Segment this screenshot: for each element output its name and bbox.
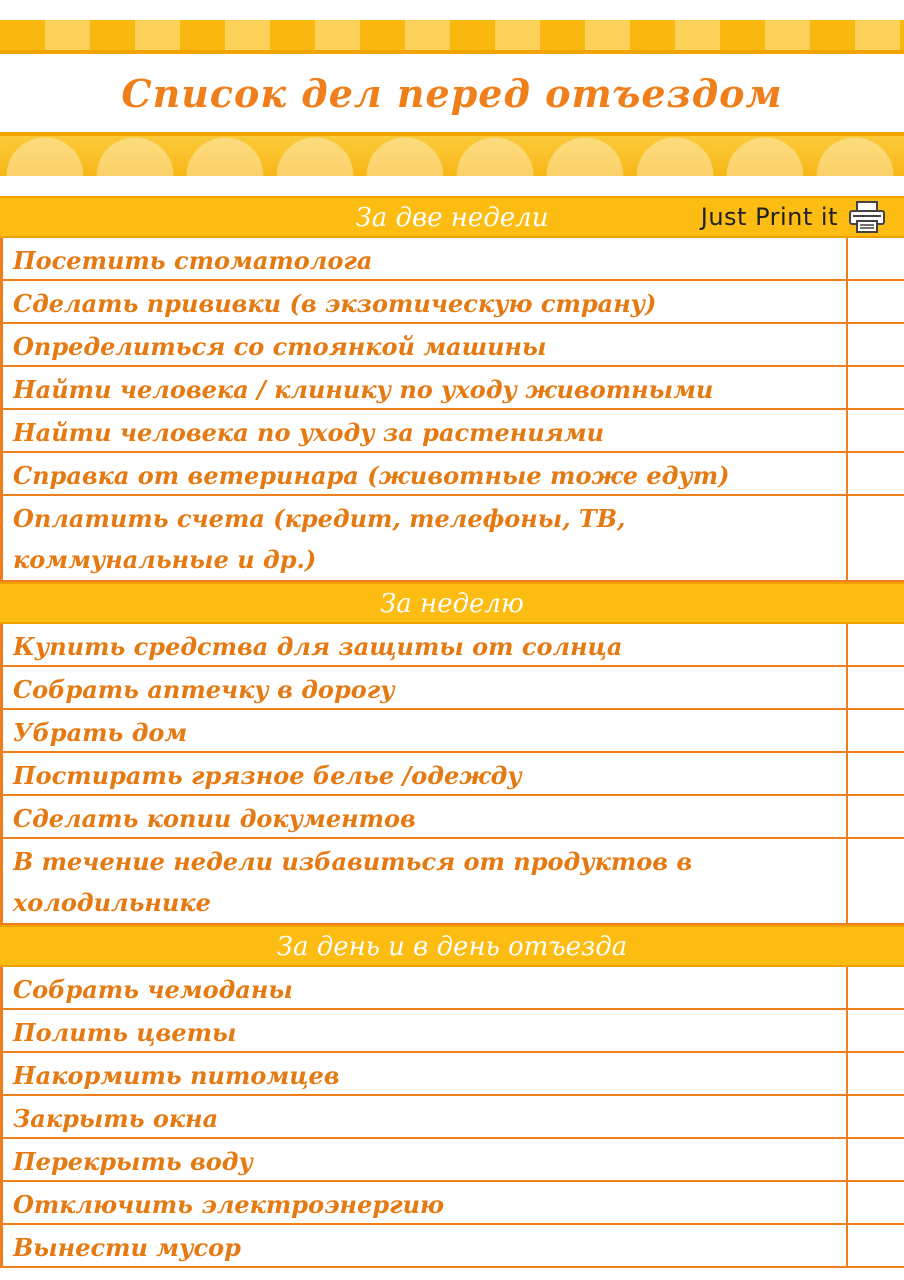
checklist-row	[0, 624, 904, 667]
checklist-row	[0, 667, 904, 710]
checkbox-cell[interactable]	[848, 1139, 904, 1180]
checkbox-cell[interactable]	[848, 624, 904, 665]
checklist-row	[0, 1053, 904, 1096]
task-text: Определиться со стоянкой машины	[0, 324, 848, 365]
checklist-table	[0, 196, 904, 1268]
top-decorative-band	[0, 20, 904, 54]
checklist-row	[0, 839, 904, 925]
task-text: Отключить электроэнергию	[0, 1182, 848, 1223]
checkbox-cell[interactable]	[848, 796, 904, 837]
checkbox-cell[interactable]	[848, 238, 904, 279]
checkbox-cell[interactable]	[848, 281, 904, 322]
checkbox-cell[interactable]	[848, 496, 904, 580]
checklist-row	[0, 496, 904, 582]
section-label: За день и в день отъезда	[276, 932, 628, 962]
checklist-row	[0, 367, 904, 410]
printer-icon	[848, 200, 886, 234]
checklist-row	[0, 453, 904, 496]
task-text: Сделать прививки (в экзотическую страну)	[0, 281, 848, 322]
checkbox-cell[interactable]	[848, 1010, 904, 1051]
checklist-row	[0, 1182, 904, 1225]
section-header-departure-day	[0, 925, 904, 967]
brand-badge	[701, 196, 886, 238]
task-text: Справка от ветеринара (животные тоже едут)	[0, 453, 848, 494]
task-text: Закрыть окна	[0, 1096, 848, 1137]
checklist-row	[0, 1225, 904, 1268]
checklist-row	[0, 410, 904, 453]
checkbox-cell[interactable]	[848, 367, 904, 408]
section-header-one-week	[0, 582, 904, 624]
checkbox-cell[interactable]	[848, 324, 904, 365]
checklist-row	[0, 753, 904, 796]
checklist-row	[0, 967, 904, 1010]
checklist-row	[0, 796, 904, 839]
checkbox-cell[interactable]	[848, 410, 904, 451]
checkbox-cell[interactable]	[848, 667, 904, 708]
task-text: Собрать чемоданы	[0, 967, 848, 1008]
task-text: Постирать грязное белье /одежду	[0, 753, 848, 794]
task-text: Собрать аптечку в дорогу	[0, 667, 848, 708]
checklist-row	[0, 324, 904, 367]
checkbox-cell[interactable]	[848, 453, 904, 494]
section-label: За неделю	[380, 589, 524, 619]
task-text: Купить средства для защиты от солнца	[0, 624, 848, 665]
task-text: Оплатить счета (кредит, телефоны, ТВ, коммунальные и др.)	[0, 496, 848, 580]
bottom-decorative-band	[0, 132, 904, 176]
task-text: Вынести мусор	[0, 1225, 848, 1266]
checklist-row	[0, 1010, 904, 1053]
checklist-row	[0, 1139, 904, 1182]
checkbox-cell[interactable]	[848, 1096, 904, 1137]
task-text: Найти человека / клинику по уходу животными	[0, 367, 848, 408]
task-text: Сделать копии документов	[0, 796, 848, 837]
checkbox-cell[interactable]	[848, 1053, 904, 1094]
checklist-row	[0, 281, 904, 324]
checkbox-cell[interactable]	[848, 1182, 904, 1223]
task-text: Посетить стоматолога	[0, 238, 848, 279]
task-text: Накормить питомцев	[0, 1053, 848, 1094]
brand-text: Just Print it	[700, 203, 838, 231]
task-text: В течение недели избавиться от продуктов в холодильнике	[0, 839, 848, 923]
checkbox-cell[interactable]	[848, 967, 904, 1008]
checklist-row	[0, 710, 904, 753]
page-title: Список дел перед отъездом	[121, 71, 783, 116]
task-text: Найти человека по уходу за растениями	[0, 410, 848, 451]
checkbox-cell[interactable]	[848, 1225, 904, 1266]
section-label: За две недели	[355, 203, 549, 233]
checkbox-cell[interactable]	[848, 839, 904, 923]
checkbox-cell[interactable]	[848, 710, 904, 751]
checkbox-cell[interactable]	[848, 753, 904, 794]
task-text: Полить цветы	[0, 1010, 848, 1051]
checklist-row	[0, 238, 904, 281]
checklist-row	[0, 1096, 904, 1139]
task-text: Перекрыть воду	[0, 1139, 848, 1180]
task-text: Убрать дом	[0, 710, 848, 751]
